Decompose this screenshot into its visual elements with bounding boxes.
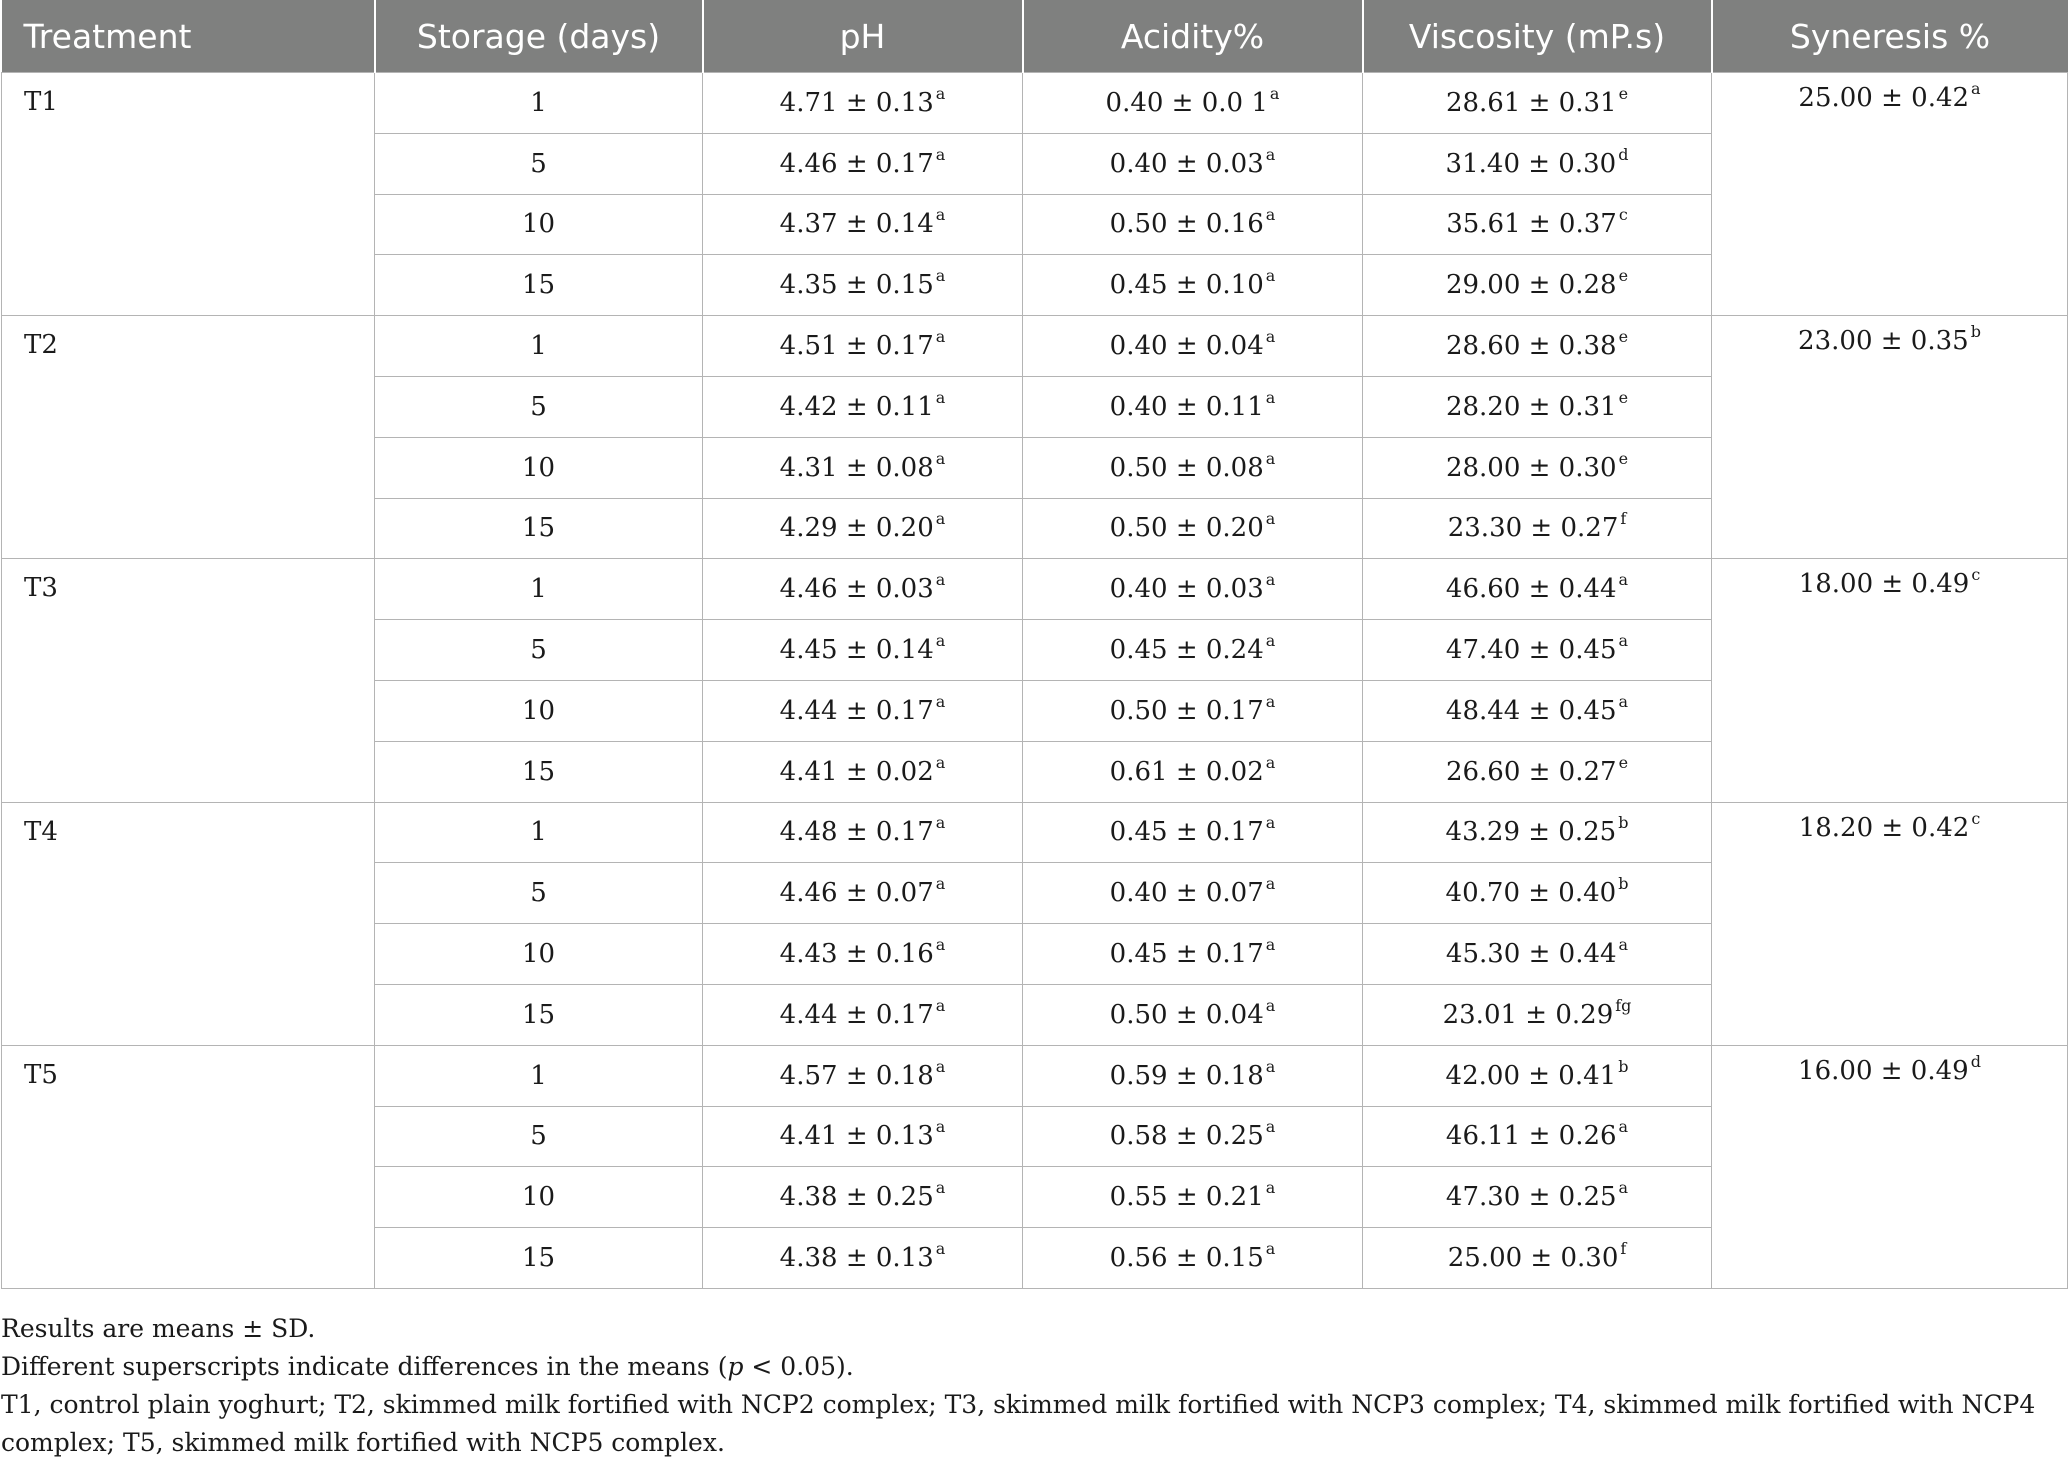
- viscosity-cell-superscript: b: [1618, 1056, 1629, 1076]
- syneresis-cell-superscript: c: [1971, 565, 1981, 585]
- ph-cell-superscript: a: [935, 631, 946, 651]
- syneresis-cell-value: 16.00 ± 0.49: [1798, 1055, 1969, 1086]
- ph-cell: [703, 1045, 1023, 1106]
- ph-cell-superscript: a: [935, 144, 946, 164]
- treatment-cell: T1: [2, 73, 375, 316]
- table-header-row: [2, 0, 2068, 73]
- ph-cell-value: 4.42 ± 0.11: [779, 391, 934, 422]
- viscosity-cell-value: 31.40 ± 0.30: [1445, 148, 1617, 179]
- ph-cell: [703, 437, 1023, 498]
- acidity-cell-value: 0.56 ± 0.15: [1109, 1243, 1264, 1274]
- acidity-cell-superscript: a: [1265, 327, 1276, 347]
- viscosity-cell-superscript: a: [1618, 570, 1629, 590]
- acidity-cell-superscript: a: [1265, 752, 1276, 772]
- acidity-cell-value: 0.59 ± 0.18: [1109, 1060, 1264, 1091]
- footnote-p-threshold: < 0.05).: [743, 1352, 854, 1381]
- viscosity-cell-value: 29.00 ± 0.28: [1445, 270, 1617, 301]
- header-treatment: Treatment: [2, 0, 375, 73]
- ph-cell-value: 4.51 ± 0.17: [779, 331, 934, 362]
- viscosity-cell-superscript: a: [1618, 691, 1629, 711]
- viscosity-cell-value: 28.60 ± 0.38: [1445, 331, 1617, 362]
- ph-cell-value: 4.35 ± 0.15: [779, 270, 934, 301]
- viscosity-cell-superscript: a: [1618, 631, 1629, 651]
- viscosity-cell: [1363, 1106, 1712, 1167]
- viscosity-cell-value: 23.01 ± 0.29: [1442, 999, 1614, 1030]
- acidity-cell-superscript: a: [1265, 813, 1276, 833]
- ph-cell-superscript: a: [935, 1117, 946, 1137]
- acidity-cell-superscript: a: [1265, 935, 1276, 955]
- acidity-cell-superscript: a: [1265, 509, 1276, 529]
- acidity-cell-superscript: a: [1269, 83, 1280, 103]
- viscosity-cell-superscript: a: [1618, 1178, 1629, 1198]
- acidity-cell-superscript: a: [1265, 1178, 1276, 1198]
- ph-cell-value: 4.44 ± 0.17: [779, 999, 934, 1030]
- acidity-cell: [1023, 863, 1363, 924]
- viscosity-cell-superscript: c: [1618, 205, 1628, 225]
- viscosity-cell-superscript: a: [1618, 1117, 1629, 1137]
- storage-days-cell: 5: [375, 133, 703, 194]
- viscosity-cell-value: 46.60 ± 0.44: [1445, 574, 1617, 605]
- acidity-cell-superscript: a: [1265, 266, 1276, 286]
- acidity-cell-value: 0.55 ± 0.21: [1109, 1182, 1264, 1213]
- ph-cell-value: 4.48 ± 0.17: [779, 817, 934, 848]
- syneresis-cell: [1712, 802, 2068, 1045]
- acidity-cell-value: 0.40 ± 0.0 1: [1105, 87, 1268, 118]
- viscosity-cell-value: 48.44 ± 0.45: [1445, 695, 1617, 726]
- acidity-cell-superscript: a: [1265, 631, 1276, 651]
- acidity-cell-value: 0.45 ± 0.17: [1109, 817, 1264, 848]
- viscosity-cell-superscript: a: [1618, 935, 1629, 955]
- syneresis-cell-value: 18.00 ± 0.49: [1798, 569, 1970, 600]
- storage-days-cell: 5: [375, 620, 703, 681]
- ph-cell: [703, 680, 1023, 741]
- viscosity-cell-superscript: e: [1618, 448, 1629, 468]
- acidity-cell: [1023, 802, 1363, 863]
- syneresis-cell: [1712, 316, 2068, 559]
- table-row: [2, 559, 2068, 620]
- acidity-cell-superscript: a: [1265, 874, 1276, 894]
- ph-cell: [703, 741, 1023, 802]
- viscosity-cell: [1363, 1045, 1712, 1106]
- ph-cell: [703, 984, 1023, 1045]
- viscosity-cell-value: 47.30 ± 0.25: [1445, 1182, 1617, 1213]
- storage-days-cell: 15: [375, 984, 703, 1045]
- ph-cell-superscript: a: [935, 995, 946, 1015]
- ph-cell-value: 4.41 ± 0.02: [779, 756, 934, 787]
- viscosity-cell-superscript: b: [1618, 874, 1629, 894]
- ph-cell-superscript: a: [935, 1056, 946, 1076]
- ph-cell-value: 4.43 ± 0.16: [779, 939, 934, 970]
- viscosity-cell-superscript: f: [1620, 1239, 1627, 1259]
- footnote-superscripts-text: Different superscripts indicate differences in the means (: [1, 1352, 728, 1381]
- acidity-cell-value: 0.58 ± 0.25: [1109, 1121, 1264, 1152]
- ph-cell: [703, 1167, 1023, 1228]
- acidity-cell: [1023, 316, 1363, 377]
- storage-days-cell: 15: [375, 255, 703, 316]
- syneresis-cell: [1712, 1045, 2068, 1288]
- ph-cell-superscript: a: [935, 935, 946, 955]
- storage-days-cell: 15: [375, 741, 703, 802]
- storage-days-cell: 10: [375, 194, 703, 255]
- acidity-cell: [1023, 559, 1363, 620]
- viscosity-cell-value: 28.00 ± 0.30: [1445, 452, 1617, 483]
- ph-cell-value: 4.46 ± 0.03: [779, 574, 934, 605]
- ph-cell: [703, 1228, 1023, 1289]
- viscosity-cell-value: 47.40 ± 0.45: [1445, 635, 1617, 666]
- ph-cell: [703, 620, 1023, 681]
- ph-cell-value: 4.29 ± 0.20: [779, 513, 934, 544]
- acidity-cell-superscript: a: [1265, 448, 1276, 468]
- syneresis-cell-value: 18.20 ± 0.42: [1798, 812, 1970, 843]
- storage-days-cell: 1: [375, 73, 703, 134]
- footnote-sd: Results are means ± SD.: [1, 1314, 316, 1343]
- acidity-cell-value: 0.50 ± 0.20: [1109, 513, 1264, 544]
- storage-days-cell: 10: [375, 924, 703, 985]
- acidity-cell-superscript: a: [1265, 570, 1276, 590]
- acidity-cell-value: 0.50 ± 0.04: [1109, 999, 1264, 1030]
- acidity-cell: [1023, 984, 1363, 1045]
- ph-cell-value: 4.57 ± 0.18: [779, 1060, 934, 1091]
- ph-cell: [703, 863, 1023, 924]
- ph-cell-superscript: a: [935, 448, 946, 468]
- acidity-cell: [1023, 680, 1363, 741]
- results-table: [1, 0, 2068, 1289]
- storage-days-cell: 15: [375, 498, 703, 559]
- syneresis-cell: [1712, 559, 2068, 802]
- acidity-cell-value: 0.61 ± 0.02: [1109, 756, 1264, 787]
- ph-cell-superscript: a: [935, 205, 946, 225]
- acidity-cell: [1023, 437, 1363, 498]
- viscosity-cell-value: 43.29 ± 0.25: [1445, 817, 1617, 848]
- storage-days-cell: 1: [375, 802, 703, 863]
- acidity-cell: [1023, 1167, 1363, 1228]
- viscosity-cell-value: 45.30 ± 0.44: [1445, 939, 1617, 970]
- acidity-cell-value: 0.45 ± 0.24: [1109, 635, 1264, 666]
- header-ph: pH: [703, 0, 1023, 73]
- header-viscosity: Viscosity (mP.s): [1363, 0, 1712, 73]
- viscosity-cell: [1363, 924, 1712, 985]
- ph-cell: [703, 316, 1023, 377]
- viscosity-cell-superscript: e: [1618, 752, 1629, 772]
- viscosity-cell-superscript: e: [1618, 83, 1629, 103]
- viscosity-cell-value: 40.70 ± 0.40: [1445, 878, 1617, 909]
- acidity-cell-superscript: a: [1265, 205, 1276, 225]
- acidity-cell: [1023, 255, 1363, 316]
- acidity-cell: [1023, 376, 1363, 437]
- storage-days-cell: 5: [375, 376, 703, 437]
- ph-cell-value: 4.46 ± 0.17: [779, 148, 934, 179]
- storage-days-cell: 5: [375, 1106, 703, 1167]
- viscosity-cell-superscript: f: [1620, 509, 1627, 529]
- ph-cell-value: 4.45 ± 0.14: [779, 635, 934, 666]
- viscosity-cell: [1363, 559, 1712, 620]
- viscosity-cell: [1363, 255, 1712, 316]
- viscosity-cell: [1363, 133, 1712, 194]
- viscosity-cell-superscript: e: [1618, 266, 1629, 286]
- table-row: [2, 73, 2068, 134]
- treatment-cell: T3: [2, 559, 375, 802]
- viscosity-cell: [1363, 498, 1712, 559]
- acidity-cell-value: 0.45 ± 0.10: [1109, 270, 1264, 301]
- table-footnotes: [1, 1310, 2041, 1462]
- syneresis-cell: [1712, 73, 2068, 316]
- storage-days-cell: 1: [375, 559, 703, 620]
- ph-cell: [703, 133, 1023, 194]
- acidity-cell-value: 0.40 ± 0.03: [1109, 574, 1264, 605]
- ph-cell: [703, 498, 1023, 559]
- ph-cell: [703, 376, 1023, 437]
- acidity-cell-value: 0.50 ± 0.08: [1109, 452, 1264, 483]
- storage-days-cell: 10: [375, 1167, 703, 1228]
- storage-days-cell: 15: [375, 1228, 703, 1289]
- footnote-p-symbol: p: [727, 1352, 744, 1381]
- acidity-cell-superscript: a: [1265, 1239, 1276, 1259]
- acidity-cell-superscript: a: [1265, 387, 1276, 407]
- viscosity-cell: [1363, 437, 1712, 498]
- syneresis-cell-superscript: b: [1970, 322, 1981, 342]
- viscosity-cell-value: 35.61 ± 0.37: [1446, 209, 1617, 240]
- acidity-cell-value: 0.40 ± 0.11: [1109, 391, 1264, 422]
- syneresis-cell-value: 23.00 ± 0.35: [1798, 326, 1969, 357]
- ph-cell: [703, 559, 1023, 620]
- viscosity-cell-value: 28.20 ± 0.31: [1445, 391, 1617, 422]
- acidity-cell: [1023, 741, 1363, 802]
- acidity-cell-value: 0.50 ± 0.16: [1109, 209, 1264, 240]
- acidity-cell-superscript: a: [1265, 995, 1276, 1015]
- ph-cell: [703, 73, 1023, 134]
- treatment-cell: T2: [2, 316, 375, 559]
- footnote-superscripts: [1, 1348, 2041, 1386]
- treatment-cell: T4: [2, 802, 375, 1045]
- acidity-cell: [1023, 620, 1363, 681]
- viscosity-cell: [1363, 73, 1712, 134]
- viscosity-cell: [1363, 984, 1712, 1045]
- acidity-cell: [1023, 1045, 1363, 1106]
- viscosity-cell-value: 28.61 ± 0.31: [1445, 87, 1617, 118]
- table-row: [2, 1045, 2068, 1106]
- ph-cell-value: 4.38 ± 0.25: [779, 1182, 934, 1213]
- header-storage-days: Storage (days): [375, 0, 703, 73]
- acidity-cell: [1023, 194, 1363, 255]
- viscosity-cell: [1363, 1228, 1712, 1289]
- storage-days-cell: 1: [375, 1045, 703, 1106]
- ph-cell: [703, 194, 1023, 255]
- viscosity-cell-value: 42.00 ± 0.41: [1445, 1060, 1617, 1091]
- acidity-cell-value: 0.50 ± 0.17: [1109, 695, 1264, 726]
- syneresis-cell-superscript: a: [1971, 79, 1981, 98]
- table-body: [2, 73, 2068, 1289]
- viscosity-cell: [1363, 376, 1712, 437]
- syneresis-cell-value: 25.00 ± 0.42: [1798, 83, 1970, 113]
- treatment-cell: T5: [2, 1045, 375, 1288]
- table-row: [2, 316, 2068, 377]
- viscosity-cell: [1363, 802, 1712, 863]
- viscosity-cell: [1363, 863, 1712, 924]
- acidity-cell-value: 0.40 ± 0.07: [1109, 878, 1264, 909]
- viscosity-cell-value: 23.30 ± 0.27: [1447, 513, 1619, 544]
- ph-cell-superscript: a: [935, 570, 946, 590]
- viscosity-cell: [1363, 316, 1712, 377]
- viscosity-cell-value: 26.60 ± 0.27: [1445, 756, 1617, 787]
- acidity-cell-superscript: a: [1265, 144, 1276, 164]
- acidity-cell: [1023, 498, 1363, 559]
- ph-cell-superscript: a: [935, 266, 946, 286]
- acidity-cell-superscript: a: [1265, 1056, 1276, 1076]
- viscosity-cell-superscript: b: [1618, 813, 1629, 833]
- ph-cell-value: 4.31 ± 0.08: [779, 452, 934, 483]
- ph-cell: [703, 1106, 1023, 1167]
- ph-cell-value: 4.44 ± 0.17: [779, 695, 934, 726]
- acidity-cell: [1023, 924, 1363, 985]
- acidity-cell: [1023, 133, 1363, 194]
- storage-days-cell: 5: [375, 863, 703, 924]
- ph-cell-value: 4.38 ± 0.13: [779, 1243, 934, 1274]
- viscosity-cell: [1363, 194, 1712, 255]
- acidity-cell-value: 0.45 ± 0.17: [1109, 939, 1264, 970]
- ph-cell-superscript: a: [935, 387, 946, 407]
- ph-cell-value: 4.71 ± 0.13: [779, 87, 934, 118]
- ph-cell-value: 4.41 ± 0.13: [779, 1121, 934, 1152]
- viscosity-cell-superscript: e: [1618, 327, 1629, 347]
- syneresis-cell-superscript: d: [1970, 1051, 1981, 1071]
- footnote-treatment-legend: T1, control plain yoghurt; T2, skimmed milk fortified with NCP2 complex; T3, skimmed milk fortified with NCP3 complex; T4, skimmed milk fortified with NCP4 complex; T5, skimmed milk fortified with NCP5 complex.: [1, 1390, 2036, 1457]
- viscosity-cell-superscript: fg: [1615, 995, 1632, 1015]
- table-row: [2, 802, 2068, 863]
- viscosity-cell: [1363, 741, 1712, 802]
- acidity-cell-superscript: a: [1265, 691, 1276, 711]
- ph-cell-superscript: a: [935, 1239, 946, 1259]
- viscosity-cell: [1363, 680, 1712, 741]
- storage-days-cell: 10: [375, 680, 703, 741]
- ph-cell-superscript: a: [935, 752, 946, 772]
- acidity-cell: [1023, 1228, 1363, 1289]
- viscosity-cell-superscript: d: [1618, 144, 1629, 164]
- ph-cell-value: 4.37 ± 0.14: [779, 209, 934, 240]
- acidity-cell-value: 0.40 ± 0.04: [1109, 331, 1264, 362]
- viscosity-cell: [1363, 620, 1712, 681]
- viscosity-cell-value: 25.00 ± 0.30: [1447, 1243, 1619, 1274]
- ph-cell-superscript: a: [935, 691, 946, 711]
- viscosity-cell-value: 46.11 ± 0.26: [1445, 1121, 1617, 1152]
- ph-cell-superscript: a: [935, 509, 946, 529]
- ph-cell-superscript: a: [935, 1178, 946, 1198]
- ph-cell-value: 4.46 ± 0.07: [779, 878, 934, 909]
- acidity-cell: [1023, 1106, 1363, 1167]
- ph-cell: [703, 255, 1023, 316]
- viscosity-cell: [1363, 1167, 1712, 1228]
- acidity-cell: [1023, 73, 1363, 134]
- ph-cell-superscript: a: [935, 813, 946, 833]
- header-syneresis: Syneresis %: [1712, 0, 2068, 73]
- ph-cell-superscript: a: [935, 874, 946, 894]
- ph-cell-superscript: a: [935, 327, 946, 347]
- viscosity-cell-superscript: e: [1618, 387, 1629, 407]
- header-acidity: Acidity%: [1023, 0, 1363, 73]
- acidity-cell-value: 0.40 ± 0.03: [1109, 148, 1264, 179]
- storage-days-cell: 1: [375, 316, 703, 377]
- storage-days-cell: 10: [375, 437, 703, 498]
- ph-cell: [703, 924, 1023, 985]
- acidity-cell-superscript: a: [1265, 1117, 1276, 1137]
- ph-cell: [703, 802, 1023, 863]
- ph-cell-superscript: a: [935, 83, 946, 103]
- syneresis-cell-superscript: c: [1971, 808, 1981, 828]
